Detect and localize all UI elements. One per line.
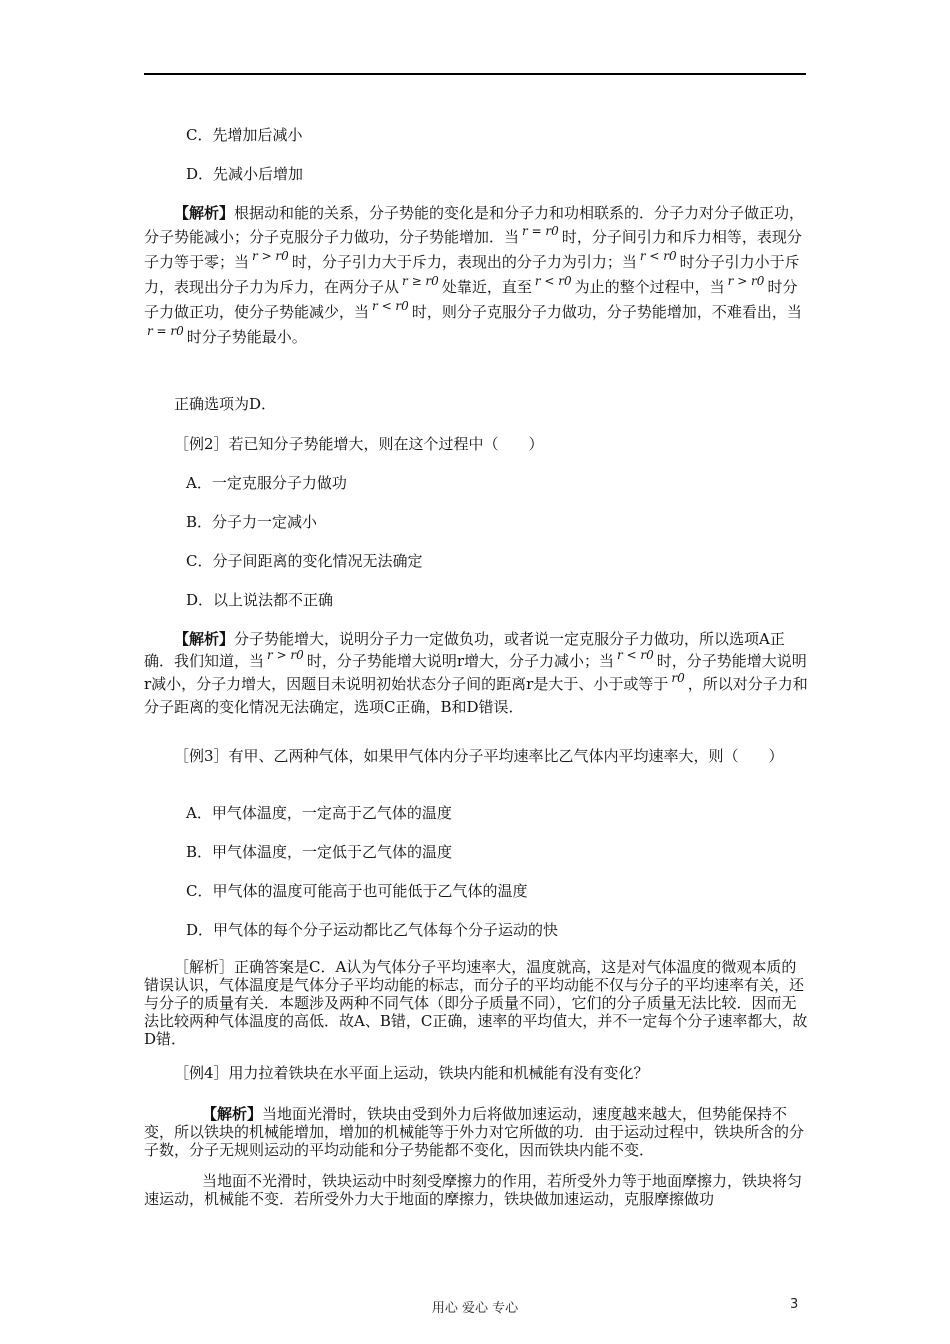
math-expr: r = r0 <box>147 324 184 338</box>
example-2-question: ［例2］若已知分子势能增大，则在这个过程中（ ） <box>174 435 544 453</box>
math-expr: r < r0 <box>617 648 654 662</box>
text: 根据动和能的关系，分子势能的变化是和分子力和功相联系的．分子力对分子做正功，分子势能减小；分子克服分子力做功，分子势能增加．当 <box>144 204 805 246</box>
text: 时，分子间引力和斥力相等，表现分子力等于零；当 <box>144 228 802 271</box>
text: 时，分子势能增大说明r增大，分子力减小；当 <box>306 652 614 670</box>
math-expr: r = r0 <box>522 224 559 238</box>
analysis-2 <box>144 628 808 718</box>
example-2-option-d: D．以上说法都不正确 <box>186 591 334 609</box>
text: 时分子力做正功，使分子势能减少，当 <box>144 278 798 321</box>
analysis-tag: 【解析】 <box>174 204 235 222</box>
math-expr: r ≥ r0 <box>402 274 439 288</box>
text: 时分子势能最小。 <box>186 328 307 346</box>
example-3-option-b: B．甲气体温度，一定低于乙气体的温度 <box>186 843 453 861</box>
answer-1: 正确选项为D． <box>174 395 277 413</box>
math-expr: r > r0 <box>252 249 289 263</box>
example-2-option-b: B．分子力一定减小 <box>186 513 318 531</box>
example-2-option-c: C．分子间距离的变化情况无法确定 <box>186 552 423 570</box>
example-2-option-a: A．一定克服分子力做功 <box>186 474 347 492</box>
text: 时，分子势能增大说明r减小，分子力增大，因题目未说明初始状态分子间的距离r是大于、小于或等于 <box>144 652 807 693</box>
option-c: C．先增加后减小 <box>186 126 303 144</box>
math-expr: r < r0 <box>534 274 572 288</box>
text: 时，则分子克服分子力做功，分子势能增加，不难看出，当 <box>411 303 802 321</box>
example-4-question: ［例4］用力拉着铁块在水平面上运动，铁块内能和机械能有没有变化？ <box>174 1064 649 1082</box>
example-3-option-a: A．甲气体温度，一定高于乙气体的温度 <box>186 804 452 822</box>
text: 时分子引力小于斥力，表现出分子力为斥力，在两分子从 <box>144 253 800 296</box>
math-expr: r > r0 <box>267 648 304 662</box>
text: 处靠近，直至 <box>441 278 532 296</box>
analysis-4-continued: 当地面不光滑时，铁块运动中时刻受摩擦力的作用，若所受外力等于地面摩擦力，铁块将匀速运动，机械能不变．若所受外力大于地面的摩擦力，铁块做加速运动，克服摩擦做功 <box>144 1172 803 1208</box>
analysis-tag: 【解析】 <box>174 630 235 648</box>
text: 分子势能增大，说明分子力一定做负功，或者说一定克服分子力做功，所以选项A正确．我们知道，当 <box>144 630 785 670</box>
analysis-4 <box>144 1105 808 1159</box>
header-rule <box>144 73 806 75</box>
analysis-1 <box>144 201 808 350</box>
text: 当地面光滑时，铁块由受到外力后将做加速运动，速度越来越大，但势能保持不变，所以铁块的机械能增加，增加的机械能等于外力对它所做的功．由于运动过程中，铁块所含的分子数，分子无规则运动的平均动能和分子势能都不变化，因而铁块内能不变． <box>144 1105 805 1159</box>
text: 为止的整个过程中，当 <box>574 278 725 296</box>
text: ，所以对分子力和分子距离的变化情况无法确定，选项C正确，B和D错误． <box>144 675 808 716</box>
option-d: D．先减小后增加 <box>186 165 304 183</box>
math-expr: r < r0 <box>639 249 677 263</box>
example-3-question: ［例3］有甲、乙两种气体，如果甲气体内分子平均速率比乙气体内平均速率大，则（ ） <box>174 747 784 765</box>
math-expr: r < r0 <box>372 299 409 313</box>
example-3-option-d: D．甲气体的每个分子运动都比乙气体每个分子运动的快 <box>186 921 559 939</box>
analysis-tag: 【解析】 <box>202 1105 263 1123</box>
text: 时，分子引力大于斥力，表现出的分子力为引力；当 <box>291 253 637 271</box>
page-number: 3 <box>790 1297 799 1312</box>
example-3-option-c: C．甲气体的温度可能高于也可能低于乙气体的温度 <box>186 882 528 900</box>
math-expr: r > r0 <box>727 274 765 288</box>
footer-slogan: 用心 爱心 专心 <box>431 1301 519 1316</box>
math-expr: r0 <box>671 671 685 685</box>
analysis-3: ［解析］正确答案是C．A认为气体分子平均速率大，温度就高，这是对气体温度的微观本质的错误认识，气体温度是气体分子平均动能的标志，而分子的平均动能不仅与分子的平均速率有关，还与分子的质量有关．本题涉及两种不同气体（即分子质量不同），它们的分子质量无法比较．因而无法比较两种气体温度的高低．故A、B错，C正确，速率的平均值大，并不一定每个分子速率都大，故D错． <box>144 958 808 1048</box>
